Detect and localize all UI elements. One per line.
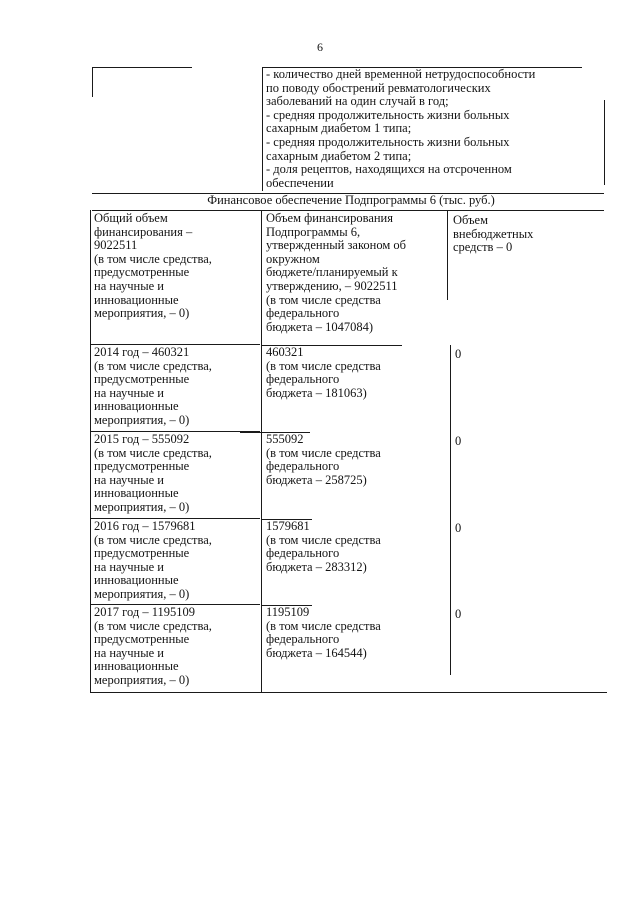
cell-line: мероприятия, – 0) [94, 306, 190, 321]
indicator-line: обеспечении [266, 175, 334, 190]
table-bottom-line-right [262, 692, 607, 693]
cell-line: Объем [453, 213, 488, 227]
cell-line: бюджета – 181063) [266, 385, 367, 400]
cell-line: предусмотренные [94, 372, 190, 387]
cell-line: (в том числе средства, [94, 445, 212, 460]
extrabudget-2017-cell [455, 608, 461, 622]
cell-line: бюджета – 258725) [266, 472, 367, 487]
cell-line: 2015 год – 555092 [94, 432, 190, 446]
cell-line: на научные и [94, 385, 164, 400]
cell-line: инновационные [94, 659, 179, 674]
cell-line: Объем финансирования [266, 211, 393, 225]
col-divider-2 [447, 210, 448, 300]
indicator-line: - количество дней временной нетрудоспособности [266, 67, 536, 81]
cell-line: на научные и [94, 645, 164, 660]
cell-line: предусмотренные [94, 459, 190, 474]
cell-line: Подпрограммы 6, [266, 224, 361, 239]
year-2015-cell [94, 433, 212, 515]
year-2017-cell [94, 606, 212, 688]
cell-line: финансирования – [94, 224, 193, 239]
cell-line: 9022511 [94, 238, 138, 253]
cell-line: окружном [266, 251, 320, 266]
cell-line: предусмотренные [94, 265, 190, 280]
cell-line: 0 [455, 607, 462, 621]
cell-line: инновационные [94, 292, 179, 307]
cell-line: на научные и [94, 559, 164, 574]
table-bottom-line [90, 692, 262, 693]
indicators-divider [262, 67, 263, 191]
cell-line: 1579681 [266, 519, 310, 533]
cell-line: 460321 [266, 345, 304, 359]
indicator-line: сахарным диабетом 2 типа; [266, 148, 412, 163]
budget-2014-cell [266, 346, 381, 400]
page-number: 6 [317, 40, 323, 54]
cell-line: утвержденный законом об [266, 238, 406, 253]
cell-line: (в том числе средства, [94, 358, 212, 373]
year-2014-cell [94, 346, 212, 428]
col-divider-2-lower [450, 345, 451, 675]
cell-line: (в том числе средства [266, 358, 381, 373]
cell-line: бюджета – 283312) [266, 559, 367, 574]
cell-line: (в том числе средства [266, 532, 381, 547]
cell-line: (в том числе средства [266, 445, 381, 460]
table-top-border-left [92, 67, 192, 68]
indicators-list [266, 68, 535, 190]
cell-line: инновационные [94, 486, 179, 501]
indicator-line: - средняя продолжительность жизни больных [266, 107, 510, 122]
cell-line: (в том числе средства, [94, 251, 212, 266]
cell-line: 2014 год – 460321 [94, 345, 190, 359]
cell-line: (в том числе средства [266, 618, 381, 633]
cell-line: 0 [455, 521, 462, 535]
cell-line: мероприятия, – 0) [94, 586, 190, 601]
indicator-line: - доля рецептов, находящихся на отсроченном [266, 162, 512, 177]
total-cell [94, 212, 212, 321]
cell-line: (в том числе средства [266, 292, 381, 307]
cell-line: 2016 год – 1579681 [94, 519, 196, 533]
cell-line: инновационные [94, 573, 179, 588]
extrabudget-2016-cell [455, 522, 461, 536]
budget-total-cell [266, 212, 406, 334]
indicator-line: сахарным диабетом 1 типа; [266, 121, 412, 136]
cell-line: федерального [266, 459, 340, 474]
cell-line: предусмотренные [94, 546, 190, 561]
cell-line: Общий объем [94, 211, 168, 225]
cell-line: мероприятия, – 0) [94, 672, 190, 687]
table-right-border-upper [604, 100, 605, 185]
cell-line: (в том числе средства, [94, 618, 212, 633]
cell-line: 1195109 [266, 605, 310, 619]
col-divider-1 [261, 210, 262, 693]
cell-line: федерального [266, 306, 340, 321]
cell-line: 0 [455, 347, 462, 361]
indicator-line: по поводу обострений ревматологических [266, 80, 491, 95]
extrabudget-2015-cell [455, 435, 461, 449]
cell-line: на научные и [94, 472, 164, 487]
cell-line: бюджета – 164544) [266, 645, 367, 660]
year-2016-cell [94, 520, 212, 602]
budget-2015-cell [266, 433, 381, 487]
cell-line: бюджете/планируемый к [266, 265, 398, 280]
cell-line: 555092 [266, 432, 304, 446]
cell-line: мероприятия, – 0) [94, 499, 190, 514]
extrabudget-total-cell [453, 214, 533, 255]
budget-2016-cell [266, 520, 381, 574]
cell-line: федерального [266, 372, 340, 387]
cell-line: (в том числе средства, [94, 532, 212, 547]
cell-line: средств – 0 [453, 240, 513, 255]
cell-line: на научные и [94, 278, 164, 293]
table-left-border-upper [92, 67, 93, 97]
cell-line: инновационные [94, 399, 179, 414]
cell-line: федерального [266, 546, 340, 561]
cell-line: 0 [455, 434, 462, 448]
extrabudget-2014-cell [455, 348, 461, 362]
cell-line: федерального [266, 632, 340, 647]
financing-heading: Финансовое обеспечение Подпрограммы 6 (тыс. руб.) [207, 193, 495, 207]
cell-line: предусмотренные [94, 632, 190, 647]
cell-line: утверждению, – 9022511 [266, 278, 398, 293]
indicator-line: - средняя продолжительность жизни больных [266, 134, 510, 149]
table-left-border [90, 210, 91, 693]
budget-2017-cell [266, 606, 381, 660]
cell-line: мероприятия, – 0) [94, 412, 190, 427]
cell-line: 2017 год – 1195109 [94, 605, 195, 619]
indicator-line: заболеваний на один случай в год; [266, 94, 449, 109]
cell-line: внебюджетных [453, 226, 534, 241]
cell-line: бюджета – 1047084) [266, 319, 374, 334]
